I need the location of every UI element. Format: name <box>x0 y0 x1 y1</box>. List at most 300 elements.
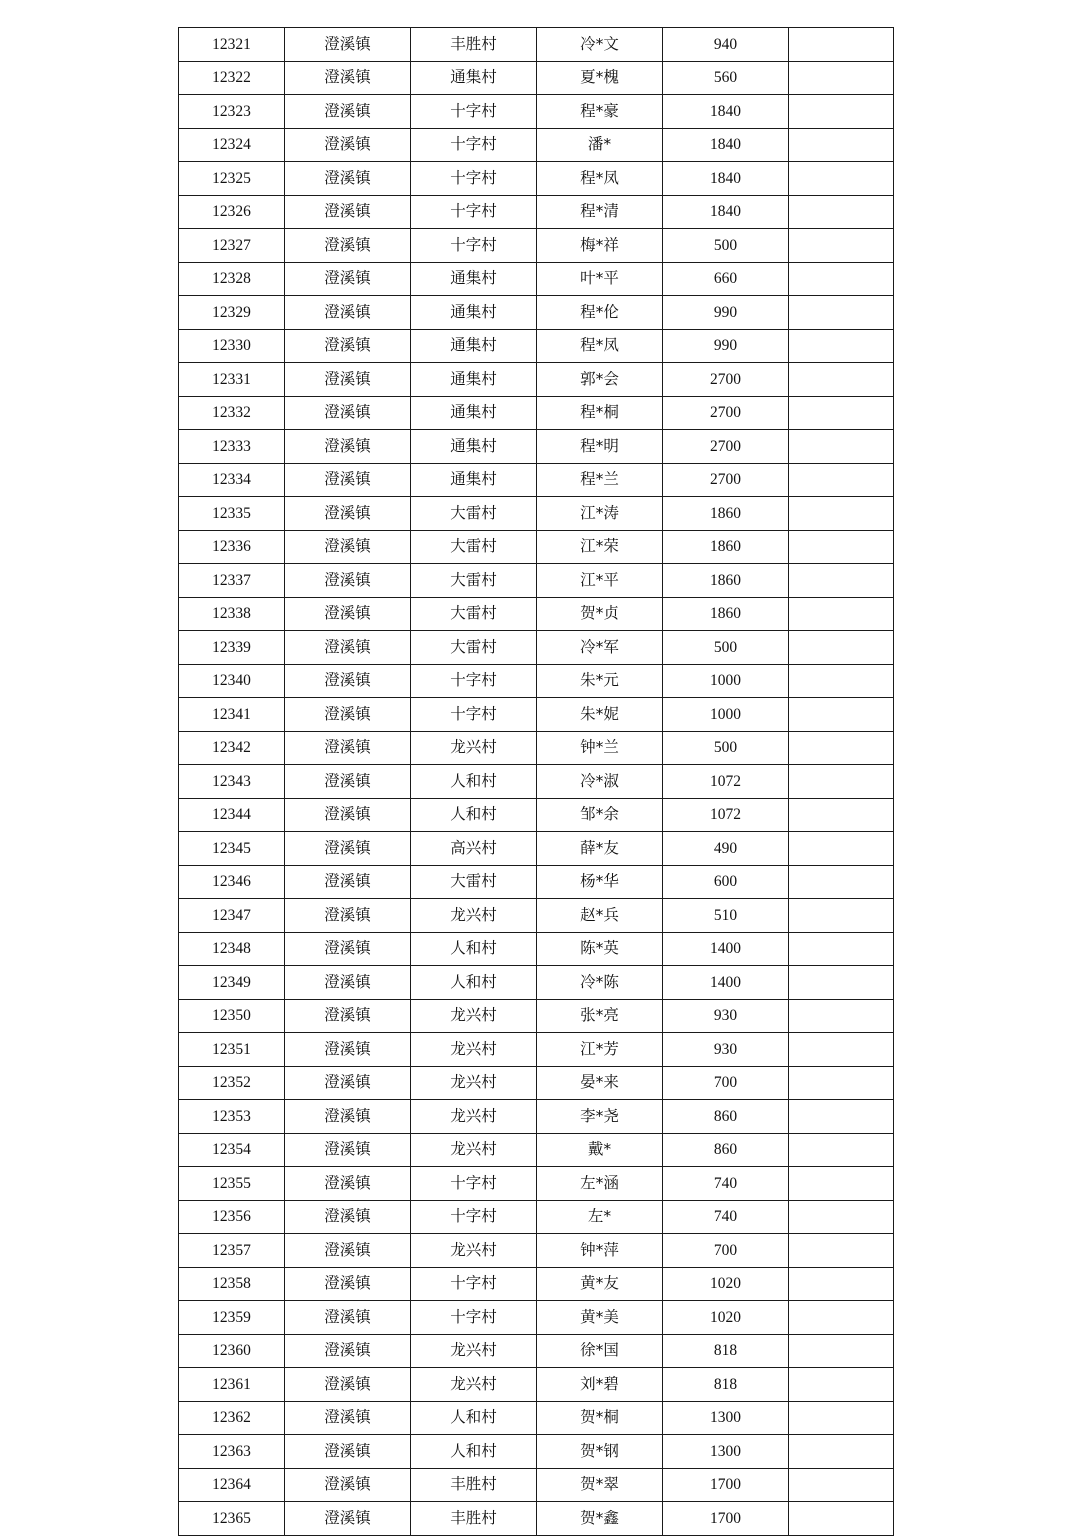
village-cell: 通集村 <box>411 296 537 330</box>
remark-cell <box>789 28 894 62</box>
name-cell: 贺*鑫 <box>537 1502 663 1536</box>
amount-cell: 2700 <box>663 430 789 464</box>
village-cell: 十字村 <box>411 1167 537 1201</box>
remark-cell <box>789 229 894 263</box>
village-cell: 龙兴村 <box>411 1234 537 1268</box>
serial-number-cell: 12329 <box>179 296 285 330</box>
amount-cell: 1860 <box>663 497 789 531</box>
township-cell: 澄溪镇 <box>285 966 411 1000</box>
name-cell: 程*凤 <box>537 162 663 196</box>
amount-cell: 600 <box>663 865 789 899</box>
serial-number-cell: 12351 <box>179 1033 285 1067</box>
remark-cell <box>789 1502 894 1536</box>
name-cell: 戴* <box>537 1133 663 1167</box>
remark-cell <box>789 1301 894 1335</box>
amount-cell: 510 <box>663 899 789 933</box>
table-row <box>179 932 894 966</box>
village-cell: 人和村 <box>411 1435 537 1469</box>
serial-number-cell: 12337 <box>179 564 285 598</box>
table-row <box>179 899 894 933</box>
serial-number-cell: 12327 <box>179 229 285 263</box>
remark-cell <box>789 530 894 564</box>
village-cell: 丰胜村 <box>411 1468 537 1502</box>
village-cell: 丰胜村 <box>411 28 537 62</box>
table-row <box>179 1133 894 1167</box>
village-cell: 人和村 <box>411 798 537 832</box>
remark-cell <box>789 1468 894 1502</box>
township-cell: 澄溪镇 <box>285 765 411 799</box>
township-cell: 澄溪镇 <box>285 229 411 263</box>
name-cell: 薛*友 <box>537 832 663 866</box>
village-cell: 十字村 <box>411 1301 537 1335</box>
township-cell: 澄溪镇 <box>285 1066 411 1100</box>
table-row <box>179 262 894 296</box>
name-cell: 冷*文 <box>537 28 663 62</box>
township-cell: 澄溪镇 <box>285 597 411 631</box>
village-cell: 通集村 <box>411 430 537 464</box>
serial-number-cell: 12345 <box>179 832 285 866</box>
village-cell: 十字村 <box>411 162 537 196</box>
amount-cell: 2700 <box>663 396 789 430</box>
village-cell: 大雷村 <box>411 530 537 564</box>
name-cell: 张*亮 <box>537 999 663 1033</box>
remark-cell <box>789 1133 894 1167</box>
amount-cell: 1400 <box>663 966 789 1000</box>
amount-cell: 1860 <box>663 530 789 564</box>
amount-cell: 1860 <box>663 564 789 598</box>
table-body <box>179 28 894 1536</box>
amount-cell: 1020 <box>663 1267 789 1301</box>
name-cell: 冷*淑 <box>537 765 663 799</box>
village-cell: 大雷村 <box>411 564 537 598</box>
serial-number-cell: 12323 <box>179 95 285 129</box>
name-cell: 赵*兵 <box>537 899 663 933</box>
table-row <box>179 631 894 665</box>
name-cell: 钟*萍 <box>537 1234 663 1268</box>
remark-cell <box>789 966 894 1000</box>
amount-cell: 1840 <box>663 195 789 229</box>
township-cell: 澄溪镇 <box>285 664 411 698</box>
township-cell: 澄溪镇 <box>285 296 411 330</box>
township-cell: 澄溪镇 <box>285 1234 411 1268</box>
village-cell: 大雷村 <box>411 865 537 899</box>
village-cell: 龙兴村 <box>411 731 537 765</box>
serial-number-cell: 12362 <box>179 1401 285 1435</box>
serial-number-cell: 12344 <box>179 798 285 832</box>
township-cell: 澄溪镇 <box>285 1033 411 1067</box>
township-cell: 澄溪镇 <box>285 798 411 832</box>
remark-cell <box>789 765 894 799</box>
remark-cell <box>789 1401 894 1435</box>
name-cell: 程*豪 <box>537 95 663 129</box>
remark-cell <box>789 128 894 162</box>
remark-cell <box>789 61 894 95</box>
name-cell: 程*桐 <box>537 396 663 430</box>
amount-cell: 1840 <box>663 128 789 162</box>
village-cell: 人和村 <box>411 765 537 799</box>
serial-number-cell: 12349 <box>179 966 285 1000</box>
name-cell: 冷*陈 <box>537 966 663 1000</box>
remark-cell <box>789 262 894 296</box>
table-row <box>179 1033 894 1067</box>
table-row <box>179 1267 894 1301</box>
serial-number-cell: 12357 <box>179 1234 285 1268</box>
village-cell: 通集村 <box>411 329 537 363</box>
township-cell: 澄溪镇 <box>285 430 411 464</box>
name-cell: 左* <box>537 1200 663 1234</box>
amount-cell: 860 <box>663 1133 789 1167</box>
remark-cell <box>789 597 894 631</box>
serial-number-cell: 12343 <box>179 765 285 799</box>
amount-cell: 1700 <box>663 1502 789 1536</box>
village-cell: 大雷村 <box>411 631 537 665</box>
serial-number-cell: 12326 <box>179 195 285 229</box>
township-cell: 澄溪镇 <box>285 1301 411 1335</box>
remark-cell <box>789 1066 894 1100</box>
name-cell: 夏*槐 <box>537 61 663 95</box>
serial-number-cell: 12333 <box>179 430 285 464</box>
amount-cell: 700 <box>663 1066 789 1100</box>
table-row <box>179 1334 894 1368</box>
serial-number-cell: 12339 <box>179 631 285 665</box>
table-row <box>179 698 894 732</box>
township-cell: 澄溪镇 <box>285 1267 411 1301</box>
serial-number-cell: 12340 <box>179 664 285 698</box>
table-row <box>179 1234 894 1268</box>
serial-number-cell: 12365 <box>179 1502 285 1536</box>
township-cell: 澄溪镇 <box>285 162 411 196</box>
name-cell: 黄*友 <box>537 1267 663 1301</box>
name-cell: 徐*国 <box>537 1334 663 1368</box>
table-row <box>179 1100 894 1134</box>
township-cell: 澄溪镇 <box>285 1435 411 1469</box>
remark-cell <box>789 1033 894 1067</box>
table-row <box>179 1502 894 1536</box>
village-cell: 通集村 <box>411 61 537 95</box>
amount-cell: 1020 <box>663 1301 789 1335</box>
amount-cell: 990 <box>663 296 789 330</box>
table-row <box>179 61 894 95</box>
table-row <box>179 1368 894 1402</box>
name-cell: 贺*钢 <box>537 1435 663 1469</box>
remark-cell <box>789 195 894 229</box>
village-cell: 十字村 <box>411 195 537 229</box>
table-row <box>179 999 894 1033</box>
amount-cell: 660 <box>663 262 789 296</box>
serial-number-cell: 12363 <box>179 1435 285 1469</box>
name-cell: 郭*会 <box>537 363 663 397</box>
table-row <box>179 1200 894 1234</box>
amount-cell: 930 <box>663 999 789 1033</box>
village-cell: 龙兴村 <box>411 899 537 933</box>
table-row <box>179 28 894 62</box>
amount-cell: 990 <box>663 329 789 363</box>
amount-cell: 560 <box>663 61 789 95</box>
township-cell: 澄溪镇 <box>285 363 411 397</box>
amount-cell: 860 <box>663 1100 789 1134</box>
remark-cell <box>789 564 894 598</box>
table-row <box>179 195 894 229</box>
township-cell: 澄溪镇 <box>285 61 411 95</box>
table-row <box>179 798 894 832</box>
village-cell: 龙兴村 <box>411 1100 537 1134</box>
village-cell: 通集村 <box>411 396 537 430</box>
township-cell: 澄溪镇 <box>285 932 411 966</box>
village-cell: 大雷村 <box>411 497 537 531</box>
village-cell: 通集村 <box>411 463 537 497</box>
amount-cell: 818 <box>663 1368 789 1402</box>
village-cell: 十字村 <box>411 128 537 162</box>
village-cell: 十字村 <box>411 698 537 732</box>
remark-cell <box>789 1100 894 1134</box>
amount-cell: 1840 <box>663 95 789 129</box>
amount-cell: 740 <box>663 1200 789 1234</box>
table-row <box>179 329 894 363</box>
name-cell: 左*涵 <box>537 1167 663 1201</box>
name-cell: 贺*桐 <box>537 1401 663 1435</box>
amount-cell: 930 <box>663 1033 789 1067</box>
township-cell: 澄溪镇 <box>285 262 411 296</box>
remark-cell <box>789 497 894 531</box>
township-cell: 澄溪镇 <box>285 463 411 497</box>
name-cell: 朱*元 <box>537 664 663 698</box>
township-cell: 澄溪镇 <box>285 1167 411 1201</box>
township-cell: 澄溪镇 <box>285 1133 411 1167</box>
amount-cell: 1072 <box>663 798 789 832</box>
name-cell: 江*涛 <box>537 497 663 531</box>
township-cell: 澄溪镇 <box>285 1200 411 1234</box>
name-cell: 李*尧 <box>537 1100 663 1134</box>
serial-number-cell: 12324 <box>179 128 285 162</box>
name-cell: 邹*余 <box>537 798 663 832</box>
table-row <box>179 865 894 899</box>
remark-cell <box>789 1167 894 1201</box>
amount-cell: 940 <box>663 28 789 62</box>
amount-cell: 1400 <box>663 932 789 966</box>
village-cell: 龙兴村 <box>411 1133 537 1167</box>
name-cell: 刘*碧 <box>537 1368 663 1402</box>
village-cell: 十字村 <box>411 1200 537 1234</box>
village-cell: 大雷村 <box>411 597 537 631</box>
remark-cell <box>789 463 894 497</box>
amount-cell: 2700 <box>663 463 789 497</box>
amount-cell: 500 <box>663 229 789 263</box>
village-cell: 龙兴村 <box>411 999 537 1033</box>
serial-number-cell: 12350 <box>179 999 285 1033</box>
village-cell: 高兴村 <box>411 832 537 866</box>
township-cell: 澄溪镇 <box>285 28 411 62</box>
serial-number-cell: 12353 <box>179 1100 285 1134</box>
remark-cell <box>789 865 894 899</box>
township-cell: 澄溪镇 <box>285 631 411 665</box>
township-cell: 澄溪镇 <box>285 329 411 363</box>
remark-cell <box>789 1435 894 1469</box>
serial-number-cell: 12335 <box>179 497 285 531</box>
table-row <box>179 1301 894 1335</box>
serial-number-cell: 12364 <box>179 1468 285 1502</box>
serial-number-cell: 12359 <box>179 1301 285 1335</box>
amount-cell: 1840 <box>663 162 789 196</box>
name-cell: 叶*平 <box>537 262 663 296</box>
remark-cell <box>789 664 894 698</box>
amount-cell: 2700 <box>663 363 789 397</box>
remark-cell <box>789 329 894 363</box>
table-row <box>179 1167 894 1201</box>
name-cell: 程*伦 <box>537 296 663 330</box>
serial-number-cell: 12354 <box>179 1133 285 1167</box>
serial-number-cell: 12346 <box>179 865 285 899</box>
village-cell: 通集村 <box>411 262 537 296</box>
amount-cell: 490 <box>663 832 789 866</box>
remark-cell <box>789 731 894 765</box>
township-cell: 澄溪镇 <box>285 832 411 866</box>
serial-number-cell: 12342 <box>179 731 285 765</box>
table-row <box>179 497 894 531</box>
amount-cell: 818 <box>663 1334 789 1368</box>
remark-cell <box>789 999 894 1033</box>
table-row <box>179 162 894 196</box>
table-row <box>179 564 894 598</box>
remark-cell <box>789 698 894 732</box>
name-cell: 贺*贞 <box>537 597 663 631</box>
serial-number-cell: 12360 <box>179 1334 285 1368</box>
village-cell: 龙兴村 <box>411 1066 537 1100</box>
serial-number-cell: 12332 <box>179 396 285 430</box>
remark-cell <box>789 832 894 866</box>
table-row <box>179 765 894 799</box>
village-cell: 丰胜村 <box>411 1502 537 1536</box>
township-cell: 澄溪镇 <box>285 497 411 531</box>
serial-number-cell: 12361 <box>179 1368 285 1402</box>
serial-number-cell: 12321 <box>179 28 285 62</box>
township-cell: 澄溪镇 <box>285 698 411 732</box>
serial-number-cell: 12347 <box>179 899 285 933</box>
amount-cell: 500 <box>663 731 789 765</box>
township-cell: 澄溪镇 <box>285 195 411 229</box>
name-cell: 程*兰 <box>537 463 663 497</box>
name-cell: 江*芳 <box>537 1033 663 1067</box>
serial-number-cell: 12348 <box>179 932 285 966</box>
serial-number-cell: 12331 <box>179 363 285 397</box>
village-cell: 通集村 <box>411 363 537 397</box>
township-cell: 澄溪镇 <box>285 999 411 1033</box>
table-row <box>179 1401 894 1435</box>
village-cell: 人和村 <box>411 966 537 1000</box>
village-cell: 龙兴村 <box>411 1334 537 1368</box>
village-cell: 十字村 <box>411 664 537 698</box>
table-row <box>179 530 894 564</box>
serial-number-cell: 12356 <box>179 1200 285 1234</box>
table-row <box>179 396 894 430</box>
township-cell: 澄溪镇 <box>285 95 411 129</box>
village-cell: 龙兴村 <box>411 1033 537 1067</box>
remark-cell <box>789 95 894 129</box>
serial-number-cell: 12355 <box>179 1167 285 1201</box>
table-row <box>179 229 894 263</box>
name-cell: 梅*祥 <box>537 229 663 263</box>
village-cell: 十字村 <box>411 95 537 129</box>
amount-cell: 740 <box>663 1167 789 1201</box>
remark-cell <box>789 899 894 933</box>
name-cell: 程*明 <box>537 430 663 464</box>
table-row <box>179 1066 894 1100</box>
township-cell: 澄溪镇 <box>285 865 411 899</box>
serial-number-cell: 12334 <box>179 463 285 497</box>
township-cell: 澄溪镇 <box>285 564 411 598</box>
township-cell: 澄溪镇 <box>285 1368 411 1402</box>
table-row <box>179 463 894 497</box>
serial-number-cell: 12336 <box>179 530 285 564</box>
remark-cell <box>789 631 894 665</box>
serial-number-cell: 12330 <box>179 329 285 363</box>
remark-cell <box>789 430 894 464</box>
name-cell: 潘* <box>537 128 663 162</box>
name-cell: 江*平 <box>537 564 663 598</box>
village-cell: 人和村 <box>411 1401 537 1435</box>
remark-cell <box>789 1267 894 1301</box>
amount-cell: 1860 <box>663 597 789 631</box>
serial-number-cell: 12322 <box>179 61 285 95</box>
serial-number-cell: 12341 <box>179 698 285 732</box>
township-cell: 澄溪镇 <box>285 1502 411 1536</box>
remark-cell <box>789 1200 894 1234</box>
village-cell: 人和村 <box>411 932 537 966</box>
table-row <box>179 363 894 397</box>
table-row <box>179 731 894 765</box>
remark-cell <box>789 932 894 966</box>
serial-number-cell: 12328 <box>179 262 285 296</box>
name-cell: 冷*军 <box>537 631 663 665</box>
remark-cell <box>789 396 894 430</box>
remark-cell <box>789 363 894 397</box>
township-cell: 澄溪镇 <box>285 731 411 765</box>
remark-cell <box>789 162 894 196</box>
name-cell: 程*清 <box>537 195 663 229</box>
serial-number-cell: 12352 <box>179 1066 285 1100</box>
table-row <box>179 1468 894 1502</box>
table-row <box>179 832 894 866</box>
amount-cell: 1300 <box>663 1435 789 1469</box>
data-table <box>178 27 894 1536</box>
township-cell: 澄溪镇 <box>285 1334 411 1368</box>
table-row <box>179 664 894 698</box>
township-cell: 澄溪镇 <box>285 1401 411 1435</box>
amount-cell: 1000 <box>663 664 789 698</box>
table-row <box>179 128 894 162</box>
table-row <box>179 597 894 631</box>
remark-cell <box>789 1368 894 1402</box>
township-cell: 澄溪镇 <box>285 396 411 430</box>
name-cell: 陈*英 <box>537 932 663 966</box>
name-cell: 程*凤 <box>537 329 663 363</box>
amount-cell: 1072 <box>663 765 789 799</box>
serial-number-cell: 12325 <box>179 162 285 196</box>
name-cell: 江*荣 <box>537 530 663 564</box>
serial-number-cell: 12338 <box>179 597 285 631</box>
table-row <box>179 296 894 330</box>
name-cell: 朱*妮 <box>537 698 663 732</box>
name-cell: 黄*美 <box>537 1301 663 1335</box>
amount-cell: 1000 <box>663 698 789 732</box>
remark-cell <box>789 798 894 832</box>
township-cell: 澄溪镇 <box>285 899 411 933</box>
remark-cell <box>789 1234 894 1268</box>
table-row <box>179 966 894 1000</box>
table-row <box>179 95 894 129</box>
village-cell: 十字村 <box>411 1267 537 1301</box>
township-cell: 澄溪镇 <box>285 1468 411 1502</box>
amount-cell: 1700 <box>663 1468 789 1502</box>
